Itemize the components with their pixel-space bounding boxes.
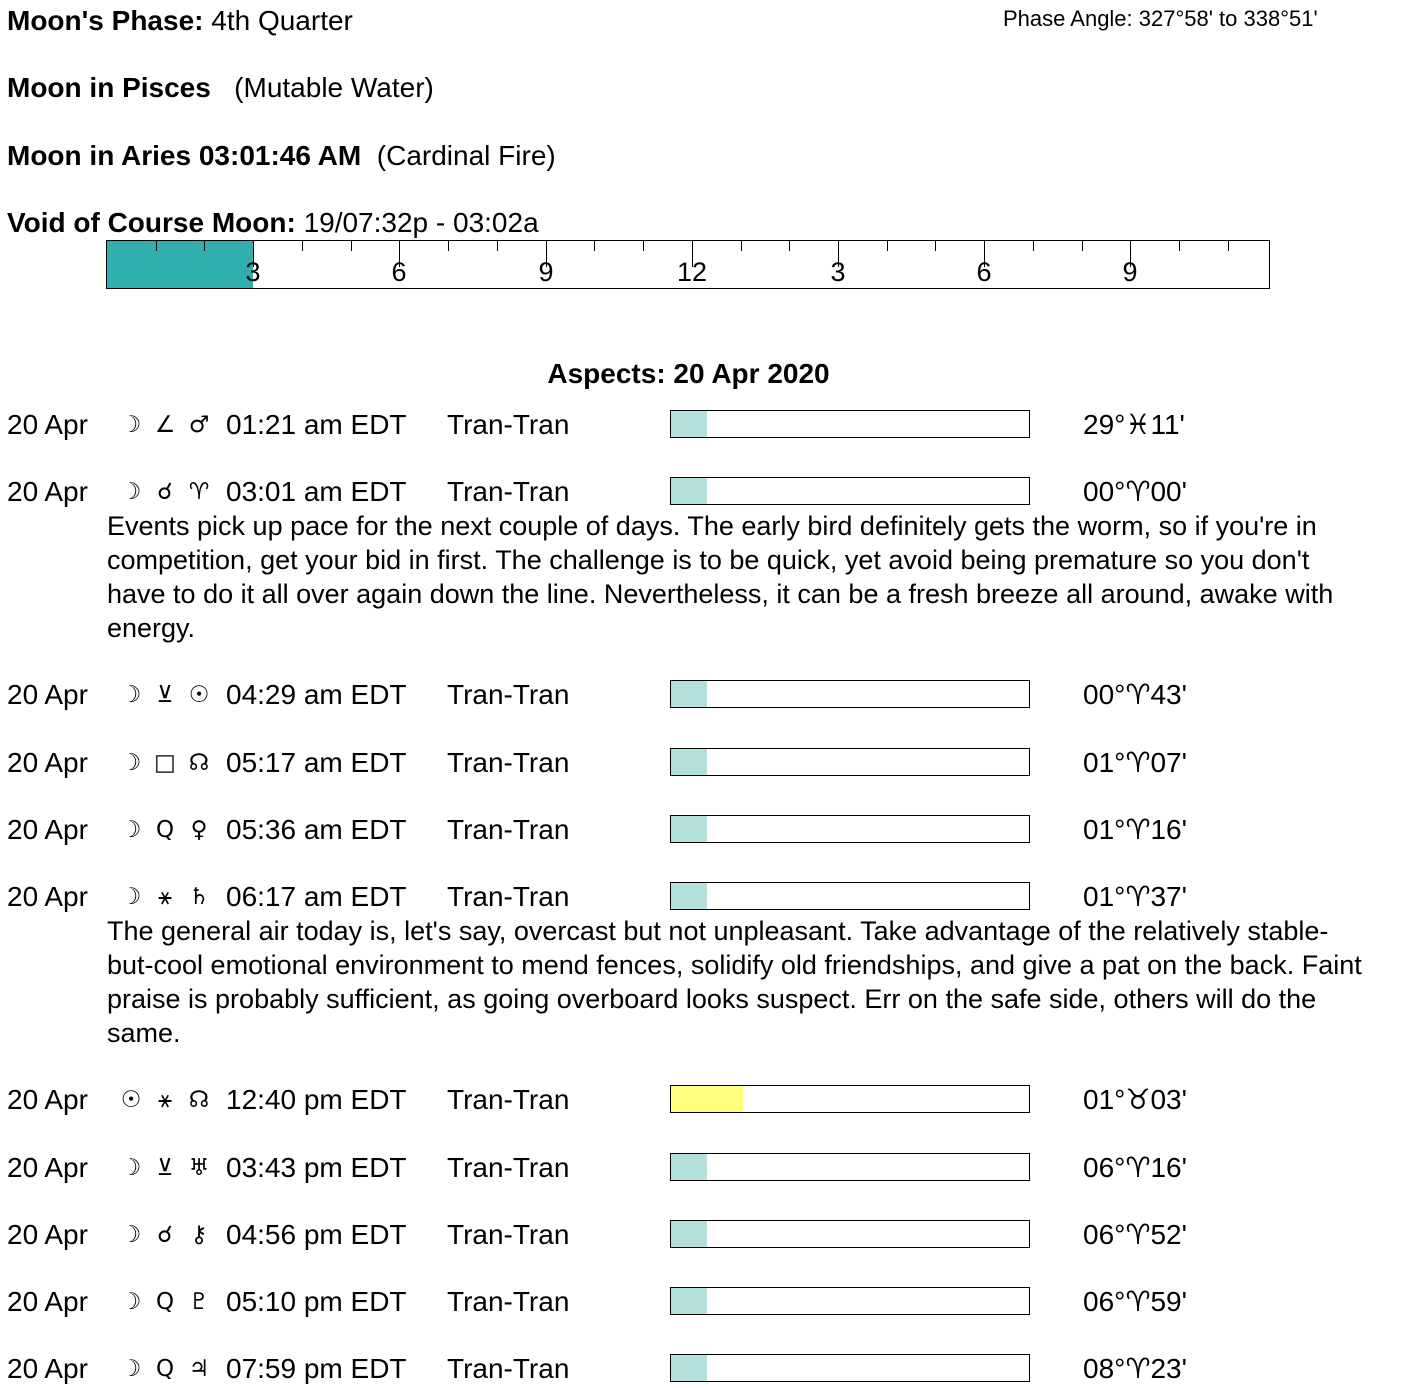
aspect-glyphs [114,408,216,442]
aspect-type: Tran-Tran [447,1151,570,1183]
planet-2-icon: ♄ [188,884,210,911]
aspect-date: 20 Apr [7,1286,88,1318]
aspect-date: 20 Apr [7,1151,88,1183]
aspect-icon: ☌ [157,1221,173,1248]
planet-2-icon: ⚷ [190,1221,208,1248]
aspect-position: 06°♈59' [1083,1286,1187,1318]
aspect-type: Tran-Tran [447,746,570,778]
planet-2-icon: ♀ [190,816,208,843]
aspect-row [0,475,1417,511]
aspect-row [0,746,1417,782]
aspect-glyphs [114,813,216,847]
aspect-position: 08°♈23' [1083,1353,1187,1385]
timeline-tick [1033,241,1034,251]
void-of-course-line [7,206,539,240]
aspect-glyphs [114,678,216,712]
aspect-row [0,678,1417,714]
aspect-row [0,1083,1417,1119]
aspect-type: Tran-Tran [447,1286,570,1318]
timeline-hour-label: 9 [538,257,554,287]
void-of-course-label: Void of Course Moon: [7,207,296,238]
aspect-strength-bar [670,680,1030,708]
timeline-tick [643,241,644,251]
aspect-row [0,408,1417,444]
aspect-date: 20 Apr [7,476,88,508]
aspect-date: 20 Apr [7,1353,88,1385]
timeline-tick [204,241,205,251]
timeline-hour-label: 6 [391,257,407,287]
aspect-row [0,1352,1417,1388]
aspect-time: 04:56 pm EDT [226,1218,407,1250]
planet-1-icon: ☽ [120,479,142,506]
aspect-position: 01°♉03' [1083,1084,1187,1116]
aspect-time: 01:21 am EDT [226,409,407,440]
aspect-position: 06°♈16' [1083,1151,1187,1183]
aspect-type: Tran-Tran [447,881,570,913]
planet-1-icon: ☽ [120,1289,142,1316]
timeline-hour-label: 9 [1122,257,1138,287]
aspect-glyphs [114,1352,216,1386]
aspect-icon: ⊻ [156,682,174,709]
aspect-position: 01°♈16' [1083,813,1187,845]
aspect-icon: □ [154,749,176,776]
aspect-glyphs [114,1083,216,1117]
timeline-hour-label: 6 [976,257,992,287]
aspect-strength-fill [671,411,707,437]
aspect-icon: Q [155,816,175,843]
aspect-strength-bar [670,1220,1030,1248]
aspect-strength-bar [670,1354,1030,1382]
aspect-position: 01°♈37' [1083,881,1187,913]
aspect-glyphs [114,746,216,780]
aspect-strength-fill [671,478,707,504]
aspect-strength-fill [671,1288,707,1314]
aspect-icon: ∠ [154,412,176,438]
planet-1-icon: ☽ [120,1356,142,1383]
aspect-time: 06:17 am EDT [226,881,407,913]
aspect-strength-fill [671,1086,743,1112]
moon-sign-element: (Mutable Water) [234,72,434,103]
aspect-date: 20 Apr [7,679,88,711]
aspect-position: 01°♈07' [1083,746,1187,778]
aspect-date: 20 Apr [7,881,88,913]
aspect-strength-bar [670,882,1030,910]
aspect-type: Tran-Tran [447,409,570,440]
aspect-time: 03:01 am EDT [226,476,407,508]
aspect-icon: ☌ [157,479,173,506]
aspect-date: 20 Apr [7,1218,88,1250]
aspect-glyphs [114,475,216,509]
planet-1-icon: ☽ [120,1154,142,1181]
aspect-row [0,1218,1417,1254]
planet-2-icon: ☊ [188,749,210,776]
timeline-tick [741,241,742,251]
aspect-strength-fill [671,883,707,909]
planet-1-icon: ☽ [120,412,142,438]
planet-2-icon: ♃ [188,1356,210,1383]
timeline-tick [448,241,449,251]
aspect-glyphs [114,1285,216,1319]
aspect-time: 12:40 pm EDT [226,1084,407,1116]
aspect-strength-fill [671,1154,707,1180]
aspects-title: Aspects: 20 Apr 2020 [547,358,830,389]
aspect-icon: ⚹ [158,884,172,911]
aspect-row [0,813,1417,849]
aspect-date: 20 Apr [7,746,88,778]
aspect-date: 20 Apr [7,813,88,845]
timeline-tick [594,241,595,251]
timeline-tick [351,241,352,251]
planet-1-icon: ☽ [120,1221,142,1248]
aspect-date: 20 Apr [7,409,88,440]
moon-ingress-label: Moon in Aries 03:01:46 AM [7,140,362,171]
aspect-glyphs [114,1218,216,1252]
timeline-tick [1082,241,1083,251]
timeline-tick [302,241,303,251]
aspect-icon: ⚹ [158,1087,172,1114]
aspect-strength-bar [670,1287,1030,1315]
aspect-type: Tran-Tran [447,476,570,508]
planet-1-icon: ☽ [120,682,142,709]
aspect-row [0,1285,1417,1321]
aspect-strength-fill [671,681,707,707]
aspect-time: 05:36 am EDT [226,813,407,845]
timeline-tick [497,241,498,251]
timeline-tick [935,241,936,251]
aspect-strength-fill [671,1355,707,1381]
aspect-time: 05:10 pm EDT [226,1286,407,1318]
timeline-hour-label: 3 [830,257,846,287]
aspect-time: 07:59 pm EDT [226,1353,407,1385]
timeline-tick [1179,241,1180,251]
aspect-position: 00°♈00' [1083,476,1187,508]
planet-2-icon: ♈ [188,479,210,506]
aspect-date: 20 Apr [7,1084,88,1116]
timeline-tick [1228,241,1229,251]
aspect-position: 00°♈43' [1083,679,1187,711]
aspect-type: Tran-Tran [447,1353,570,1385]
planet-1-icon: ☉ [120,1087,142,1114]
void-of-course-fill [107,241,253,288]
aspect-time: 03:43 pm EDT [226,1151,407,1183]
timeline-tick [789,241,790,251]
timeline-hour-label: 12 [676,257,708,287]
aspect-type: Tran-Tran [447,1084,570,1116]
aspect-strength-fill [671,749,707,775]
moon-ingress-element: (Cardinal Fire) [376,140,556,171]
planet-1-icon: ☽ [120,816,142,843]
planet-2-icon: ♅ [188,1154,210,1181]
timeline-tick [156,241,157,251]
aspect-strength-fill [671,816,707,842]
aspect-strength-bar [670,1085,1030,1113]
aspect-strength-bar [670,410,1030,438]
aspect-description: Events pick up pace for the next couple of days. The early bird definitely gets the worm, so if you're in competition, get your bid in first. The challenge is to be quick, yet avoid being premature so you don't have to do it all over again down the line. Nevertheless, it can be a fresh breeze all around, awake with energy. [107,511,1334,644]
timeline-hour-label: 3 [245,257,261,287]
planet-1-icon: ☽ [120,749,142,776]
moon-ingress-line [7,139,556,173]
aspect-strength-bar [670,1153,1030,1181]
aspect-strength-bar [670,748,1030,776]
phase-angle: Phase Angle: 327°58' to 338°51' [1003,6,1318,31]
aspect-icon: Q [155,1289,175,1316]
aspect-time: 05:17 am EDT [226,746,407,778]
planet-2-icon: ☉ [188,682,210,709]
aspect-icon: Q [155,1356,175,1383]
aspect-strength-bar [670,477,1030,505]
aspect-glyphs [114,880,216,914]
moon-phase-value: 4th Quarter [211,5,353,36]
moon-phase-line [7,4,353,38]
aspect-position: 29°♓11' [1083,409,1185,440]
planet-1-icon: ☽ [120,884,142,911]
aspect-description: The general air today is, let's say, overcast but not unpleasant. Take advantage of the relatively stable-but-cool emotional environment to mend fences, solidify old friendships, and give a pat on the back. Faint praise is probably sufficient, as going overboard looks suspect. Err on the safe side, others will do the same. [107,916,1362,1049]
moon-phase-label: Moon's Phase: [7,5,204,36]
planet-2-icon: ♂ [188,412,210,438]
aspect-type: Tran-Tran [447,813,570,845]
aspect-time: 04:29 am EDT [226,679,407,711]
moon-sign-line [7,71,434,105]
aspect-type: Tran-Tran [447,1218,570,1250]
aspect-row [0,880,1417,916]
moon-sign-label: Moon in Pisces [7,72,211,103]
aspect-icon: ⊻ [156,1154,174,1181]
aspect-type: Tran-Tran [447,679,570,711]
planet-2-icon: ♇ [188,1289,210,1316]
planet-2-icon: ☊ [188,1087,210,1114]
aspect-position: 06°♈52' [1083,1218,1187,1250]
void-of-course-value: 19/07:32p - 03:02a [303,207,539,238]
aspect-strength-fill [671,1221,707,1247]
aspect-row [0,1151,1417,1187]
void-of-course-timeline [106,240,1270,289]
timeline-tick [887,241,888,251]
aspect-glyphs [114,1151,216,1185]
aspect-strength-bar [670,815,1030,843]
